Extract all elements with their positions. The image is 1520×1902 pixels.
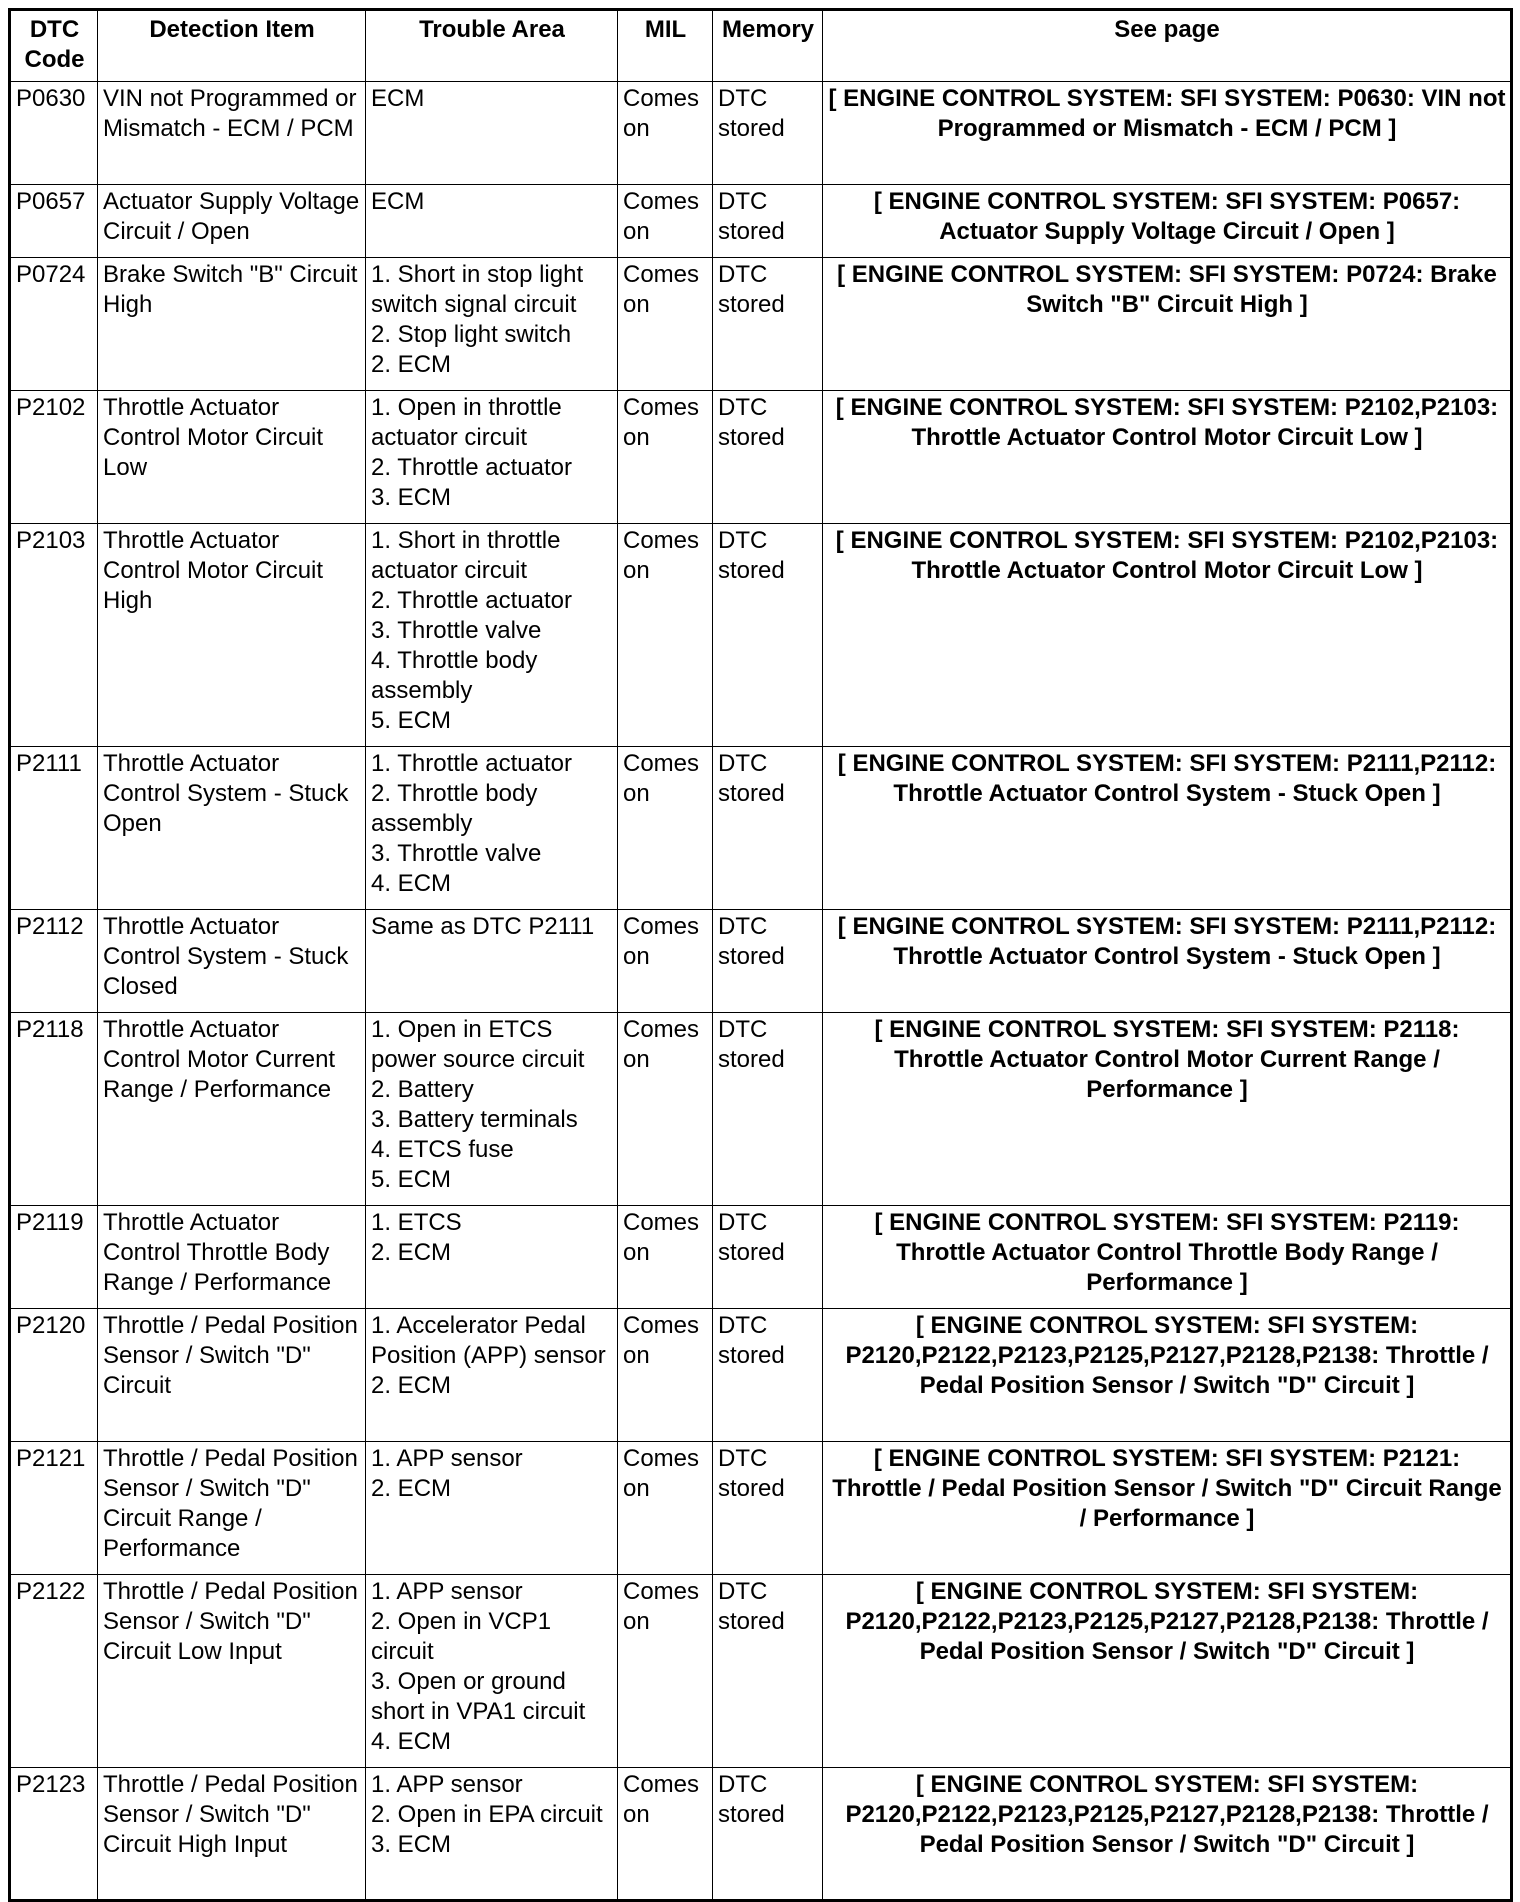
mil-cell: Comes on: [618, 1206, 713, 1309]
detection-item-cell: Throttle Actuator Control System - Stuck Closed: [98, 910, 366, 1013]
memory-cell: DTC stored: [713, 524, 823, 747]
trouble-area-cell: [366, 1768, 618, 1901]
detection-item-cell: Throttle / Pedal Position Sensor / Switch "D" Circuit Range / Performance: [98, 1442, 366, 1575]
trouble-area-line: 1. Throttle actuator: [371, 750, 572, 777]
trouble-area-cell: [366, 1442, 618, 1575]
header-trouble-area: Trouble Area: [366, 10, 618, 82]
trouble-area-line: 2. Throttle actuator: [371, 587, 572, 614]
memory-cell: DTC stored: [713, 1013, 823, 1206]
memory-cell: DTC stored: [713, 910, 823, 1013]
see-page-cell: [ ENGINE CONTROL SYSTEM: SFI SYSTEM: P2121: Throttle / Pedal Position Sensor / Switch "D" Circuit Range / Performance ]: [823, 1442, 1512, 1575]
trouble-area-line: 2. ECM: [371, 351, 452, 378]
memory-cell: DTC stored: [713, 1309, 823, 1442]
detection-item-cell: Brake Switch "B" Circuit High: [98, 258, 366, 391]
mil-cell: Comes on: [618, 82, 713, 185]
dtc-code-cell: P2122: [10, 1575, 98, 1768]
dtc-code-cell: P0724: [10, 258, 98, 391]
dtc-code-cell: P2120: [10, 1309, 98, 1442]
trouble-area-line: 4. ECM: [371, 1728, 452, 1755]
trouble-area-cell: [366, 258, 618, 391]
mil-cell: Comes on: [618, 1768, 713, 1901]
trouble-area-line: 1. APP sensor: [371, 1578, 523, 1605]
table-body: [10, 82, 1512, 1901]
detection-item-cell: Throttle Actuator Control Motor Circuit Low: [98, 391, 366, 524]
trouble-area-line: 5. ECM: [371, 1166, 452, 1193]
trouble-area-line: 2. ECM: [371, 1475, 452, 1502]
header-dtc-code: DTC Code: [10, 10, 98, 82]
mil-cell: Comes on: [618, 1442, 713, 1575]
dtc-code-cell: P2121: [10, 1442, 98, 1575]
trouble-area-line: 4. ECM: [371, 870, 452, 897]
trouble-area-line: 2. Open in EPA circuit: [371, 1801, 603, 1828]
table-row: [10, 82, 1512, 185]
mil-cell: Comes on: [618, 524, 713, 747]
memory-cell: DTC stored: [713, 185, 823, 258]
dtc-code-cell: P2111: [10, 747, 98, 910]
mil-cell: Comes on: [618, 747, 713, 910]
table-row: [10, 1206, 1512, 1309]
see-page-cell: [ ENGINE CONTROL SYSTEM: SFI SYSTEM: P0657: Actuator Supply Voltage Circuit / Open ]: [823, 185, 1512, 258]
trouble-area-cell: [366, 524, 618, 747]
dtc-table: [8, 8, 1513, 1902]
memory-cell: DTC stored: [713, 258, 823, 391]
trouble-area-cell: [366, 1309, 618, 1442]
see-page-cell: [ ENGINE CONTROL SYSTEM: SFI SYSTEM: P2111,P2112: Throttle Actuator Control System - Stuck Open ]: [823, 910, 1512, 1013]
header-see-page: See page: [823, 10, 1512, 82]
dtc-code-cell: P2123: [10, 1768, 98, 1901]
memory-cell: DTC stored: [713, 391, 823, 524]
trouble-area-cell: [366, 185, 618, 258]
detection-item-cell: VIN not Programmed or Mismatch - ECM / PCM: [98, 82, 366, 185]
memory-cell: DTC stored: [713, 1442, 823, 1575]
header-detection-item: Detection Item: [98, 10, 366, 82]
header-memory: Memory: [713, 10, 823, 82]
detection-item-cell: Throttle Actuator Control Motor Current Range / Performance: [98, 1013, 366, 1206]
trouble-area-cell: [366, 1206, 618, 1309]
detection-item-cell: Throttle Actuator Control Motor Circuit High: [98, 524, 366, 747]
dtc-code-cell: P2102: [10, 391, 98, 524]
mil-cell: Comes on: [618, 391, 713, 524]
detection-item-cell: Actuator Supply Voltage Circuit / Open: [98, 185, 366, 258]
trouble-area-line: 2. Throttle actuator: [371, 454, 572, 481]
see-page-cell: [ ENGINE CONTROL SYSTEM: SFI SYSTEM: P0724: Brake Switch "B" Circuit High ]: [823, 258, 1512, 391]
trouble-area-line: 2. Battery: [371, 1076, 474, 1103]
memory-cell: DTC stored: [713, 82, 823, 185]
see-page-cell: [ ENGINE CONTROL SYSTEM: SFI SYSTEM: P0630: VIN not Programmed or Mismatch - ECM / PCM ]: [823, 82, 1512, 185]
table-row: [10, 910, 1512, 1013]
table-row: [10, 258, 1512, 391]
table-row: [10, 1768, 1512, 1901]
detection-item-cell: Throttle / Pedal Position Sensor / Switch "D" Circuit: [98, 1309, 366, 1442]
header-row: [10, 10, 1512, 82]
table-row: [10, 524, 1512, 747]
mil-cell: Comes on: [618, 185, 713, 258]
trouble-area-line: 4. ETCS fuse: [371, 1136, 514, 1163]
see-page-cell: [ ENGINE CONTROL SYSTEM: SFI SYSTEM: P2102,P2103: Throttle Actuator Control Motor Circuit Low ]: [823, 391, 1512, 524]
memory-cell: DTC stored: [713, 1206, 823, 1309]
trouble-area-line: ECM: [371, 85, 425, 112]
see-page-cell: [ ENGINE CONTROL SYSTEM: SFI SYSTEM: P2102,P2103: Throttle Actuator Control Motor Circuit Low ]: [823, 524, 1512, 747]
memory-cell: DTC stored: [713, 747, 823, 910]
table-row: [10, 1013, 1512, 1206]
detection-item-cell: Throttle Actuator Control Throttle Body Range / Performance: [98, 1206, 366, 1309]
detection-item-cell: Throttle / Pedal Position Sensor / Switch "D" Circuit High Input: [98, 1768, 366, 1901]
trouble-area-line: Same as DTC P2111: [371, 913, 595, 940]
trouble-area-cell: [366, 391, 618, 524]
detection-item-cell: Throttle / Pedal Position Sensor / Switch "D" Circuit Low Input: [98, 1575, 366, 1768]
mil-cell: Comes on: [618, 1309, 713, 1442]
trouble-area-line: 2. Open in VCP1 circuit: [371, 1608, 552, 1665]
trouble-area-line: 3. ECM: [371, 1831, 452, 1858]
see-page-cell: [ ENGINE CONTROL SYSTEM: SFI SYSTEM: P2118: Throttle Actuator Control Motor Current Range / Performance ]: [823, 1013, 1512, 1206]
trouble-area-line: 2. Throttle body assembly: [371, 780, 538, 837]
trouble-area-cell: [366, 82, 618, 185]
dtc-code-cell: P2119: [10, 1206, 98, 1309]
table-row: [10, 747, 1512, 910]
trouble-area-line: 2. Stop light switch: [371, 321, 572, 348]
trouble-area-cell: [366, 747, 618, 910]
trouble-area-line: 1. APP sensor: [371, 1771, 523, 1798]
trouble-area-line: 3. Throttle valve: [371, 840, 542, 867]
dtc-code-cell: P2103: [10, 524, 98, 747]
table-row: [10, 391, 1512, 524]
dtc-code-cell: P2118: [10, 1013, 98, 1206]
trouble-area-line: 1. ETCS: [371, 1209, 462, 1236]
trouble-area-line: 4. Throttle body assembly: [371, 647, 538, 704]
mil-cell: Comes on: [618, 910, 713, 1013]
trouble-area-line: 5. ECM: [371, 707, 452, 734]
trouble-area-line: 3. Battery terminals: [371, 1106, 578, 1133]
trouble-area-cell: [366, 910, 618, 1013]
trouble-area-cell: [366, 1013, 618, 1206]
mil-cell: Comes on: [618, 258, 713, 391]
see-page-cell: [ ENGINE CONTROL SYSTEM: SFI SYSTEM: P2120,P2122,P2123,P2125,P2127,P2128,P2138: Throttle / Pedal Position Sensor / Switch "D" Circuit ]: [823, 1575, 1512, 1768]
detection-item-cell: Throttle Actuator Control System - Stuck Open: [98, 747, 366, 910]
trouble-area-line: 1. Short in stop light switch signal circuit: [371, 261, 584, 318]
table-row: [10, 185, 1512, 258]
trouble-area-cell: [366, 1575, 618, 1768]
memory-cell: DTC stored: [713, 1768, 823, 1901]
trouble-area-line: 2. ECM: [371, 1372, 452, 1399]
trouble-area-line: 3. Open or ground short in VPA1 circuit: [371, 1668, 586, 1725]
table-header: [10, 10, 1512, 82]
trouble-area-line: 1. Short in throttle actuator circuit: [371, 527, 561, 584]
trouble-area-line: 1. APP sensor: [371, 1445, 523, 1472]
table-row: [10, 1309, 1512, 1442]
trouble-area-line: 3. ECM: [371, 484, 452, 511]
trouble-area-line: 2. ECM: [371, 1239, 452, 1266]
dtc-code-cell: P2112: [10, 910, 98, 1013]
mil-cell: Comes on: [618, 1575, 713, 1768]
see-page-cell: [ ENGINE CONTROL SYSTEM: SFI SYSTEM: P2120,P2122,P2123,P2125,P2127,P2128,P2138: Throttle / Pedal Position Sensor / Switch "D" Circuit ]: [823, 1309, 1512, 1442]
trouble-area-line: 1. Open in ETCS power source circuit: [371, 1016, 585, 1073]
mil-cell: Comes on: [618, 1013, 713, 1206]
header-mil: MIL: [618, 10, 713, 82]
trouble-area-line: 3. Throttle valve: [371, 617, 542, 644]
see-page-cell: [ ENGINE CONTROL SYSTEM: SFI SYSTEM: P2120,P2122,P2123,P2125,P2127,P2128,P2138: Throttle / Pedal Position Sensor / Switch "D" Circuit ]: [823, 1768, 1512, 1901]
trouble-area-line: 1. Open in throttle actuator circuit: [371, 394, 562, 451]
table-row: [10, 1442, 1512, 1575]
table-row: [10, 1575, 1512, 1768]
trouble-area-line: 1. Accelerator Pedal Position (APP) sensor: [371, 1312, 606, 1369]
dtc-code-cell: P0630: [10, 82, 98, 185]
trouble-area-line: ECM: [371, 188, 425, 215]
see-page-cell: [ ENGINE CONTROL SYSTEM: SFI SYSTEM: P2119: Throttle Actuator Control Throttle Body Range / Performance ]: [823, 1206, 1512, 1309]
memory-cell: DTC stored: [713, 1575, 823, 1768]
dtc-code-cell: P0657: [10, 185, 98, 258]
see-page-cell: [ ENGINE CONTROL SYSTEM: SFI SYSTEM: P2111,P2112: Throttle Actuator Control System - Stuck Open ]: [823, 747, 1512, 910]
